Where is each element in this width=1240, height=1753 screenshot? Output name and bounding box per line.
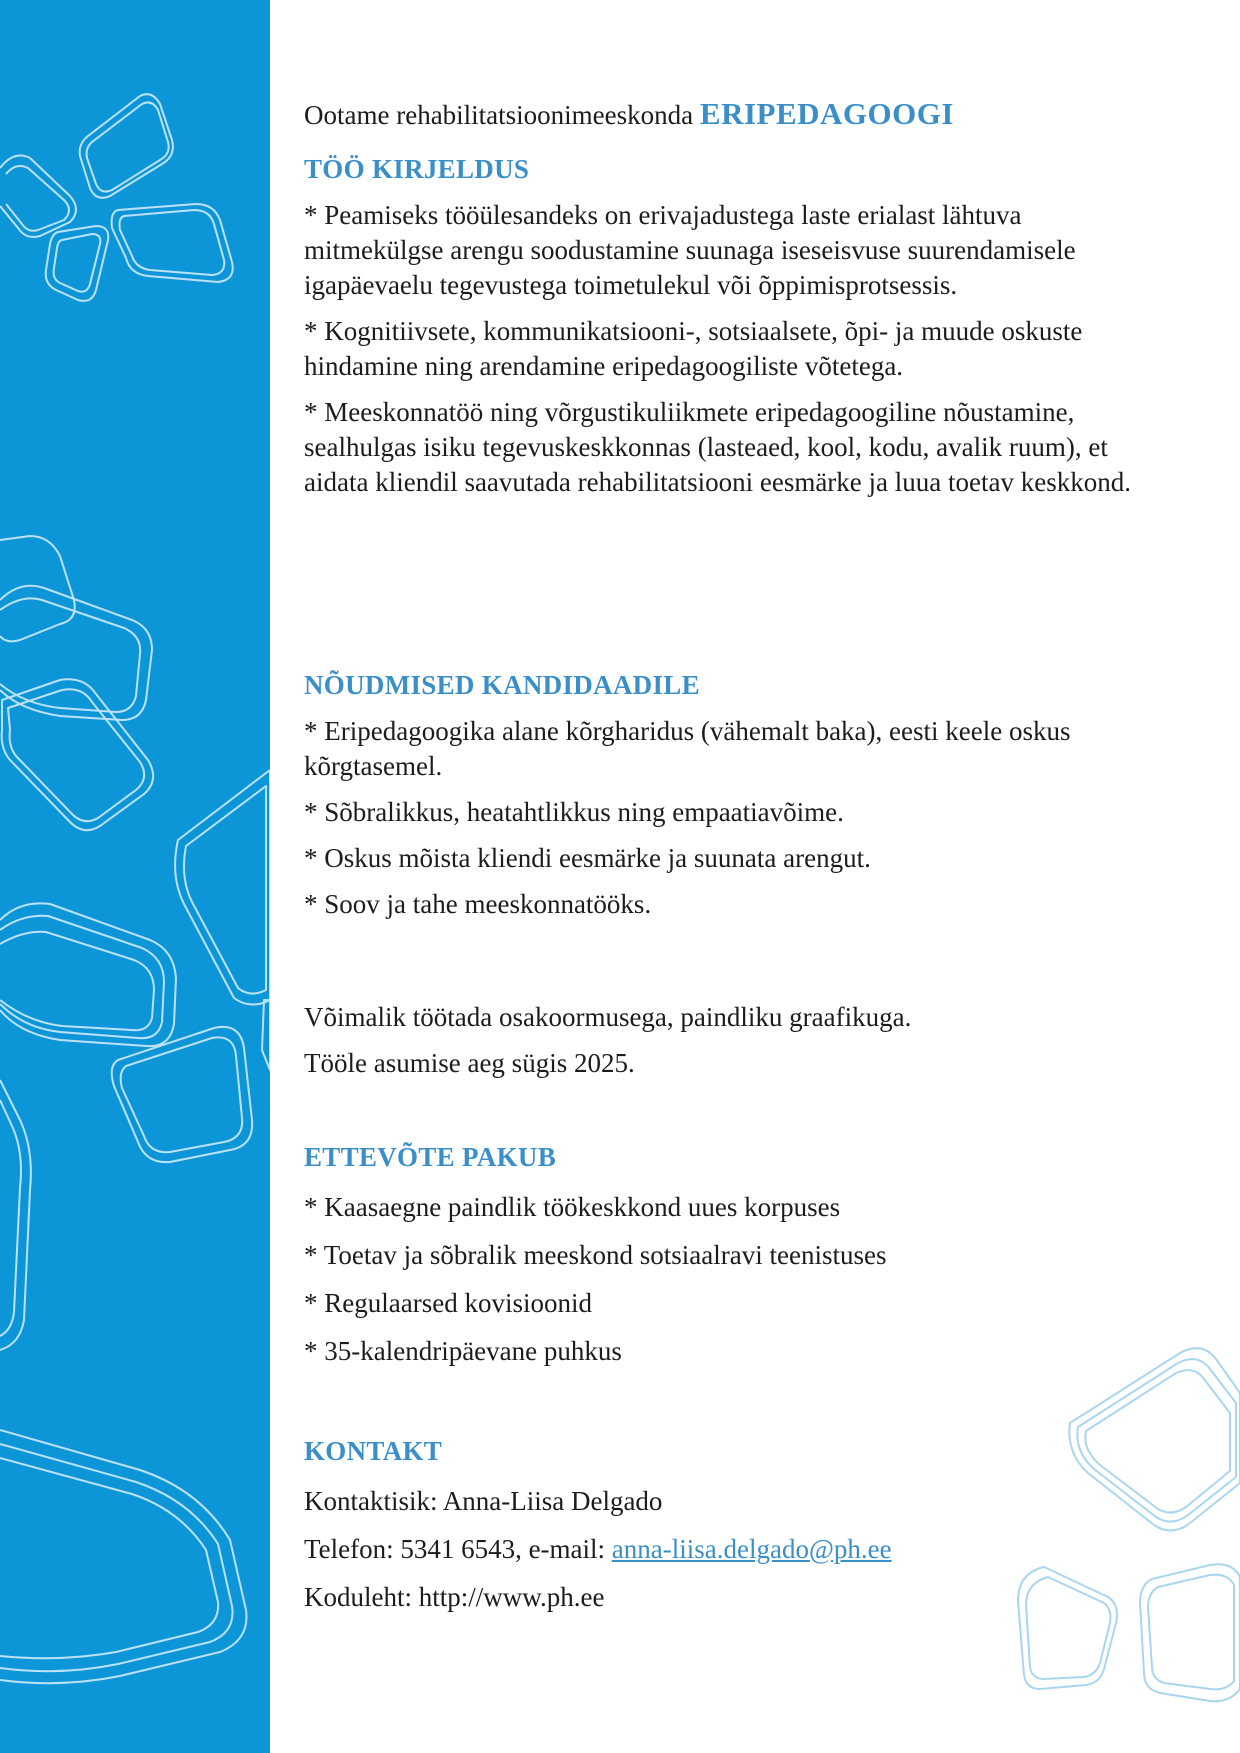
job-description-list xyxy=(304,198,1164,511)
list-item: * Toetav ja sõbralik meeskond sotsiaalravi teenistuses xyxy=(304,1240,887,1270)
contact-person: Kontaktisik: Anna-Liisa Delgado xyxy=(304,1486,663,1516)
email-link[interactable]: anna-liisa.delgado@ph.ee xyxy=(611,1534,892,1564)
note-part-time: Võimalik töötada osakoormusega, paindliku graafikuga. xyxy=(304,1002,912,1032)
section-heading-job-description: TÖÖ KIRJELDUS xyxy=(304,154,530,184)
section-heading-contact: KONTAKT xyxy=(304,1436,443,1466)
petal-pattern-icon xyxy=(0,0,270,1753)
intro-line xyxy=(304,96,954,133)
list-item: * Sõbralikkus, heatahtlikkus ning empaatiavõime. xyxy=(304,797,844,827)
intro-text: Ootame rehabilitatsioonimeeskonda xyxy=(304,100,700,130)
list-item: * Regulaarsed kovisioonid xyxy=(304,1288,592,1318)
note-start-date: Tööle asumise aeg sügis 2025. xyxy=(304,1048,635,1078)
corner-decoration xyxy=(940,1333,1240,1753)
section-heading-requirements: NÕUDMISED KANDIDAADILE xyxy=(304,670,700,700)
contact-phone: Telefon: 5341 6543, e-mail: xyxy=(304,1534,612,1564)
requirements-list xyxy=(304,714,1164,933)
job-title-highlight: ERIPEDAGOOGI xyxy=(699,96,954,131)
petal-pattern-icon xyxy=(940,1333,1240,1753)
list-item: * Oskus mõista kliendi eesmärke ja suunata arengut. xyxy=(304,843,871,873)
list-item: * Eripedagoogika alane kõrgharidus (vähemalt baka), eesti keele oskus kõrgtasemel. xyxy=(304,716,1071,781)
contact-website: Koduleht: http://www.ph.ee xyxy=(304,1582,605,1612)
contact-phone-email xyxy=(304,1532,892,1567)
section-heading-offer: ETTEVÕTE PAKUB xyxy=(304,1142,556,1172)
list-item: * Soov ja tahe meeskonnatööks. xyxy=(304,889,652,919)
list-item: * Peamiseks tööülesandeks on erivajadustega laste erialast lähtuva mitmekülgse arengu soodustamine suunaga iseseisvuse suurendamisele igapäevaelu tegevustega toimetulekul või õppimisprotsessis. xyxy=(304,200,1076,300)
list-item: * Kaasaegne paindlik töökeskkond uues korpuses xyxy=(304,1192,841,1222)
sidebar-decoration xyxy=(0,0,270,1753)
list-item: * Kognitiivsete, kommunikatsiooni-, sotsiaalsete, õpi- ja muude oskuste hindamine ning arendamine eripedagoogiliste võtetega. xyxy=(304,316,1083,381)
list-item: * 35-kalendripäevane puhkus xyxy=(304,1336,622,1366)
list-item: * Meeskonnatöö ning võrgustikuliikmete eripedagoogiline nõustamine, sealhulgas isiku tegevuskeskkonnas (lasteaed, kool, kodu, avalik ruum), et aidata kliendil saavutada rehabilitatsiooni eesmärke ja luua toetav keskkond. xyxy=(304,397,1131,497)
